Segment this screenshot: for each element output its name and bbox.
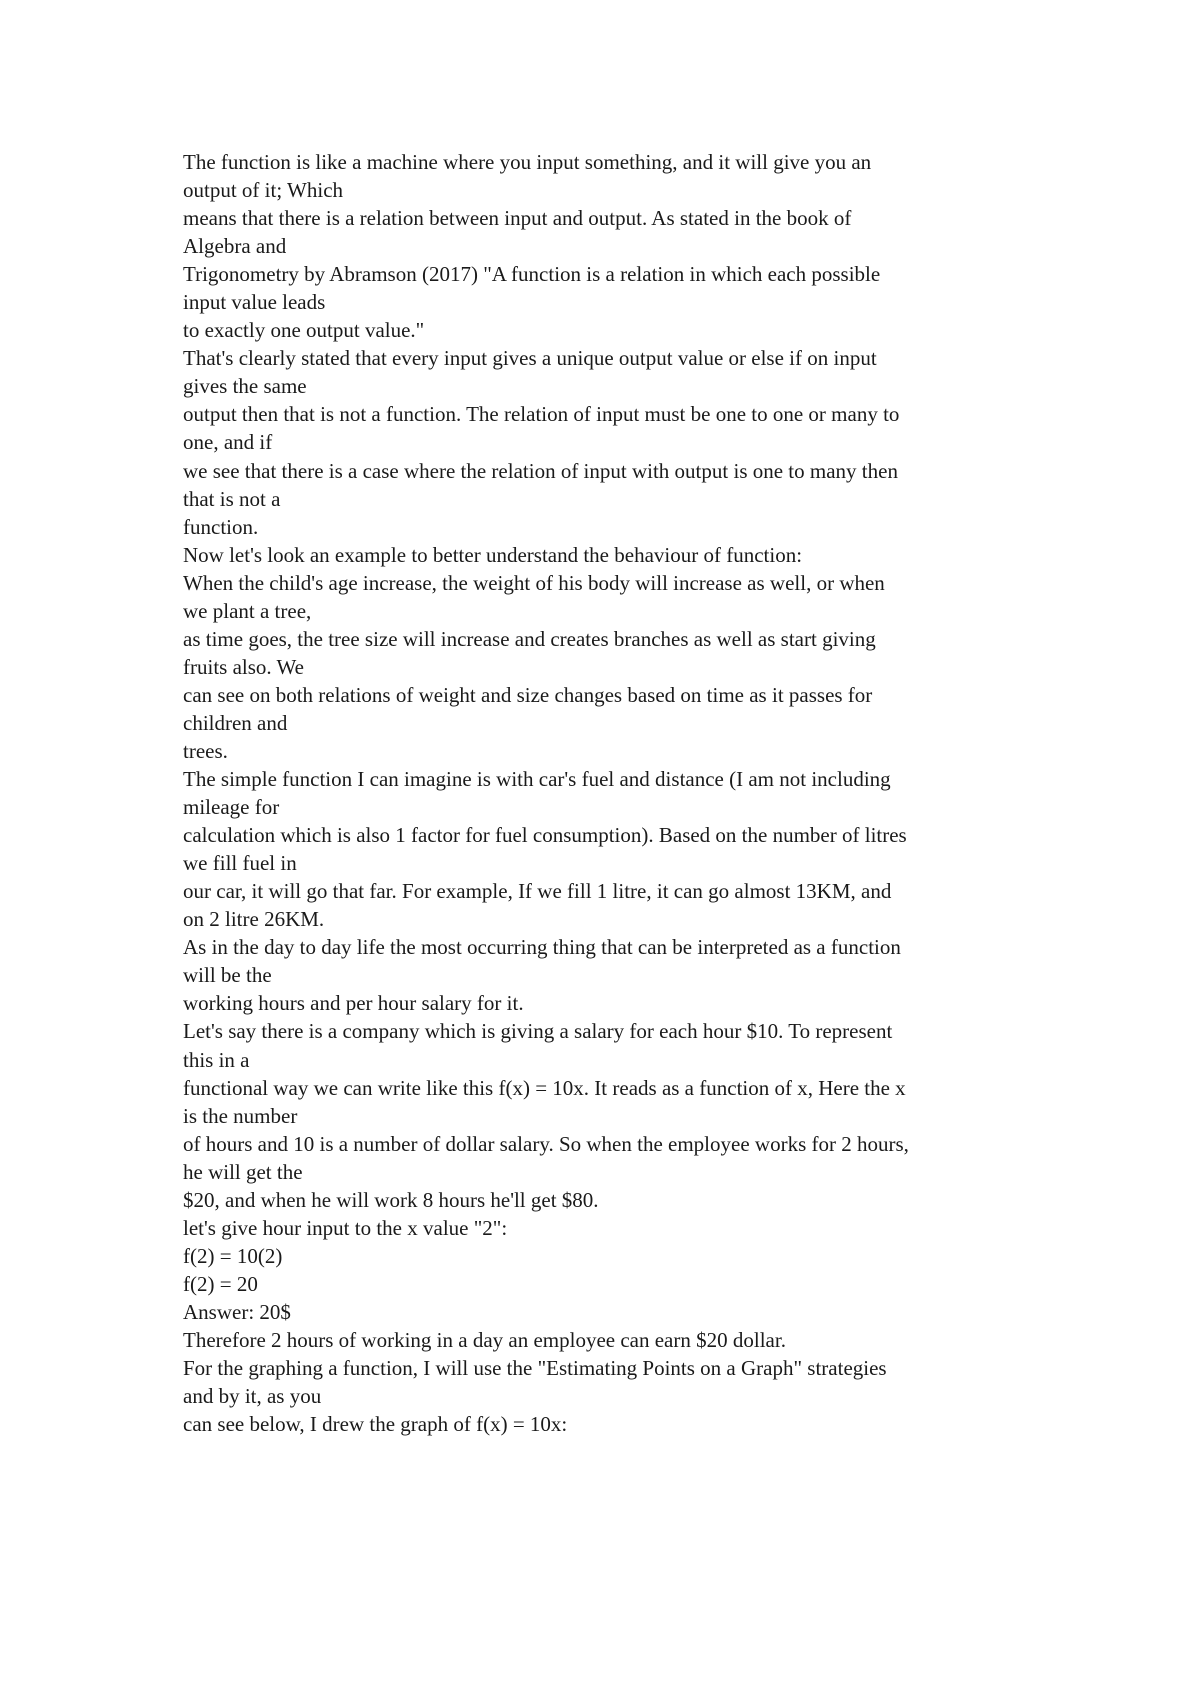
text-line: For the graphing a function, I will use the "Estimating Points on a Graph" strategies	[183, 1356, 887, 1381]
text-line: f(2) = 20	[183, 1271, 258, 1296]
text-line: we plant a tree,	[183, 598, 312, 623]
text-line: That's clearly stated that every input gives a unique output value or else if on input	[183, 346, 877, 371]
text-line: trees.	[183, 738, 228, 763]
text-line: gives the same	[183, 374, 307, 399]
text-line: calculation which is also 1 factor for fuel consumption). Based on the number of litres	[183, 823, 907, 848]
text-line: fruits also. We	[183, 654, 304, 679]
text-line: Therefore 2 hours of working in a day an employee can earn $20 dollar.	[183, 1327, 786, 1352]
text-line: can see below, I drew the graph of f(x) = 10x:	[183, 1412, 568, 1437]
text-line: can see on both relations of weight and size changes based on time as it passes for	[183, 682, 873, 707]
text-line: As in the day to day life the most occurring thing that can be interpreted as a function	[183, 935, 901, 960]
text-line: Answer: 20$	[183, 1299, 291, 1324]
text-line: this in a	[183, 1047, 250, 1072]
text-line: that is not a	[183, 486, 281, 511]
text-line: will be the	[183, 963, 272, 988]
text-line: Now let's look an example to better understand the behaviour of function:	[183, 542, 803, 567]
text-line: to exactly one output value."	[183, 318, 425, 343]
text-line: we see that there is a case where the relation of input with output is one to many then	[183, 458, 898, 483]
text-line: The simple function I can imagine is with car's fuel and distance (I am not including	[183, 767, 891, 792]
text-line: let's give hour input to the x value "2":	[183, 1215, 508, 1240]
text-line: on 2 litre 26KM.	[183, 907, 325, 932]
text-line: of hours and 10 is a number of dollar salary. So when the employee works for 2 hours,	[183, 1131, 909, 1156]
text-line: input value leads	[183, 290, 326, 315]
text-line: our car, it will go that far. For example, If we fill 1 litre, it can go almost 13KM, and	[183, 879, 892, 904]
text-line: as time goes, the tree size will increase and creates branches as well as start giving	[183, 626, 876, 651]
text-line: and by it, as you	[183, 1384, 322, 1409]
text-line: Algebra and	[183, 234, 287, 259]
text-line: children and	[183, 710, 288, 735]
text-line: When the child's age increase, the weight of his body will increase as well, or when	[183, 570, 885, 595]
text-line: The function is like a machine where you input something, and it will give you an	[183, 150, 872, 174]
text-line: one, and if	[183, 430, 273, 455]
text-line: we fill fuel in	[183, 851, 297, 876]
text-line: f(2) = 10(2)	[183, 1243, 283, 1268]
text-line: output then that is not a function. The relation of input must be one to one or many to	[183, 402, 900, 427]
text-line: he will get the	[183, 1159, 303, 1184]
text-line: mileage for	[183, 795, 280, 820]
text-line: functional way we can write like this f(x) = 10x. It reads as a function of x, Here the x	[183, 1075, 906, 1100]
text-line: working hours and per hour salary for it.	[183, 991, 524, 1016]
text-line: Let's say there is a company which is giving a salary for each hour $10. To represent	[183, 1019, 893, 1044]
text-line: means that there is a relation between input and output. As stated in the book of	[183, 206, 852, 231]
text-line: Trigonometry by Abramson (2017) "A function is a relation in which each possible	[183, 262, 881, 287]
document-text	[183, 148, 1033, 1438]
text-line: is the number	[183, 1103, 298, 1128]
text-line: output of it; Which	[183, 178, 344, 203]
text-line: $20, and when he will work 8 hours he'll get $80.	[183, 1187, 599, 1212]
text-line: function.	[183, 514, 259, 539]
